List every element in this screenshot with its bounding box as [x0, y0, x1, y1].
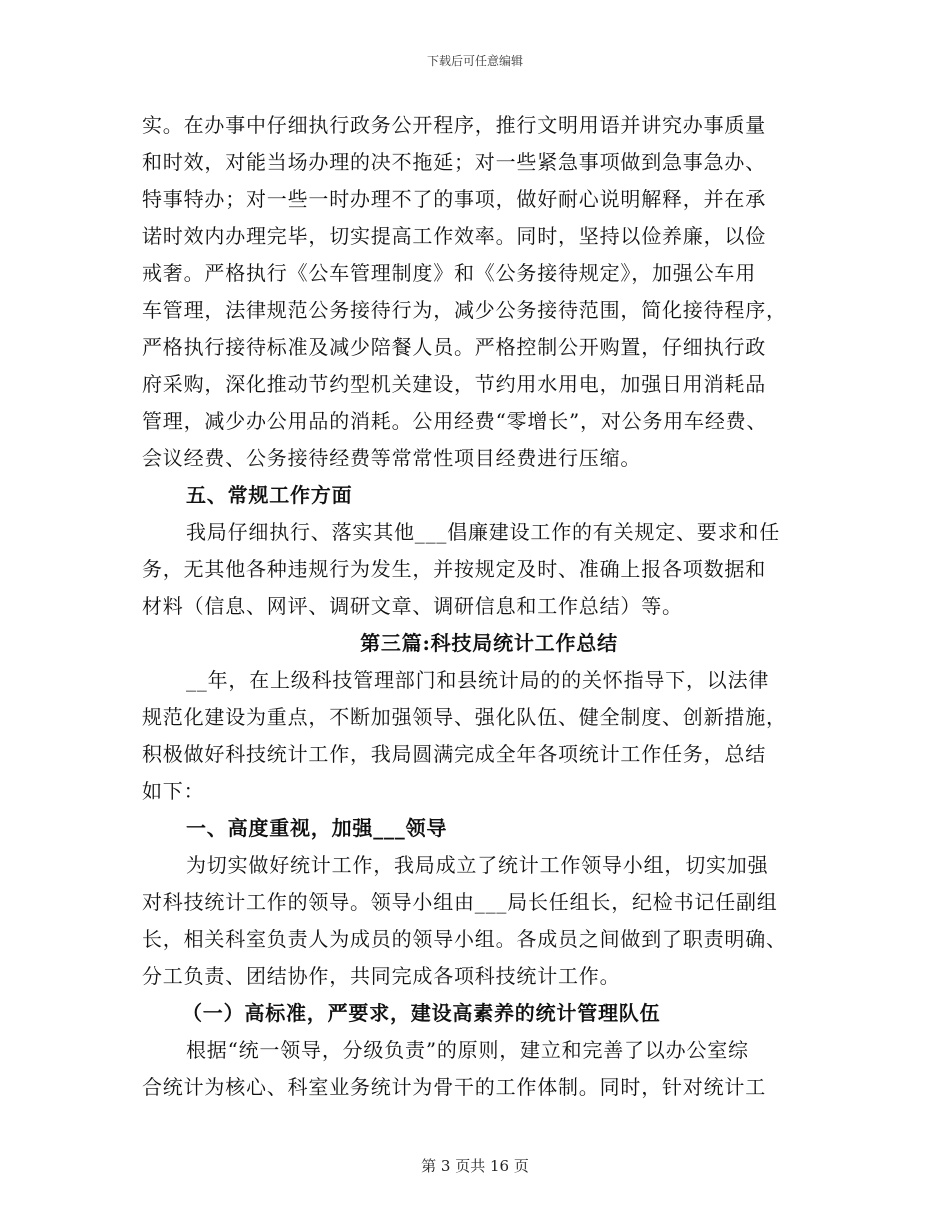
text-line: 长，相关科室负责人为成员的领导小组。各成员之间做到了职责明确、	[142, 927, 787, 951]
paragraph-intro	[142, 662, 812, 810]
page-footer: 第 3 页共 16 页	[421, 1157, 529, 1175]
text-line: 府采购，深化推动节约型机关建设，节约用水用电，加强日用消耗品	[142, 372, 766, 396]
article-title: 第三篇:科技局统计工作总结	[360, 631, 618, 655]
text-line: 实。在办事中仔细执行政务公开程序，推行文明用语并讲究办事质量	[142, 113, 766, 137]
text-line: 会议经费、公务接待经费等常常性项目经费进行压缩。	[142, 446, 642, 470]
text-line: 管理，减少办公用品的消耗。公用经费“零增长”，对公务用车经费、	[142, 409, 768, 433]
text-line: 材料（信息、网评、调研文章、调研信息和工作总结）等。	[142, 594, 683, 618]
text-line: 合统计为核心、科室业务统计为骨干的工作体制。同时，针对统计工	[142, 1075, 766, 1099]
text-line: 严格执行接待标准及减少陪餐人员。严格控制公开购置，仔细执行政	[142, 335, 766, 359]
text-line: 车管理，法律规范公务接待行为，减少公务接待范围，简化接待程序，	[142, 298, 787, 322]
text-line: 我局仔细执行、落实其他___倡廉建设工作的有关规定、要求和任	[186, 520, 780, 544]
text-line: 根据“统一领导，分级负责”的原则，建立和完善了以办公室综	[186, 1038, 749, 1062]
subsection-heading: （一）高标准，严要求，建设高素养的统计管理队伍	[182, 1001, 661, 1025]
document-body	[142, 107, 812, 1106]
text-line: 对科技统计工作的领导。领导小组由___局长任组长，纪检书记任副组	[142, 890, 778, 914]
text-line: 规范化建设为重点，不断加强领导、强化队伍、健全制度、创新措施，	[142, 705, 787, 729]
page-header: 下载后可任意编辑	[426, 54, 523, 68]
text-line: 戒奢。严格执行《公车管理制度》和《公务接待规定》，加强公车用	[142, 261, 756, 285]
text-line: 务，无其他各种违规行为发生，并按规定及时、准确上报各项数据和	[142, 557, 766, 581]
text-line: 分工负责、团结协作，共同完成各项科技统计工作。	[142, 964, 621, 988]
section-heading: 五、常规工作方面	[186, 483, 353, 507]
paragraph-team-building	[142, 1032, 812, 1106]
paragraph-public-affairs	[142, 107, 812, 477]
text-line: 为切实做好统计工作，我局成立了统计工作领导小组，切实加强	[186, 853, 769, 877]
text-line: 如下：	[142, 779, 205, 803]
paragraph-routine-work	[142, 514, 812, 625]
text-line: 诺时效内办理完毕，切实提高工作效率。同时，坚持以俭养廉，以俭	[142, 224, 766, 248]
text-line: __年，在上级科技管理部门和县统计局的的关怀指导下，以法律	[186, 668, 770, 692]
text-line: 特事特办；对一些一时办理不了的事项，做好耐心说明解释，并在承	[142, 187, 766, 211]
text-line: 积极做好科技统计工作，我局圆满完成全年各项统计工作任务，总结	[142, 742, 766, 766]
section-heading: 一、高度重视，加强___领导	[186, 816, 448, 840]
text-line: 和时效，对能当场办理的决不拖延；对一些紧急事项做到急事急办、	[142, 150, 766, 174]
paragraph-leadership	[142, 847, 812, 995]
